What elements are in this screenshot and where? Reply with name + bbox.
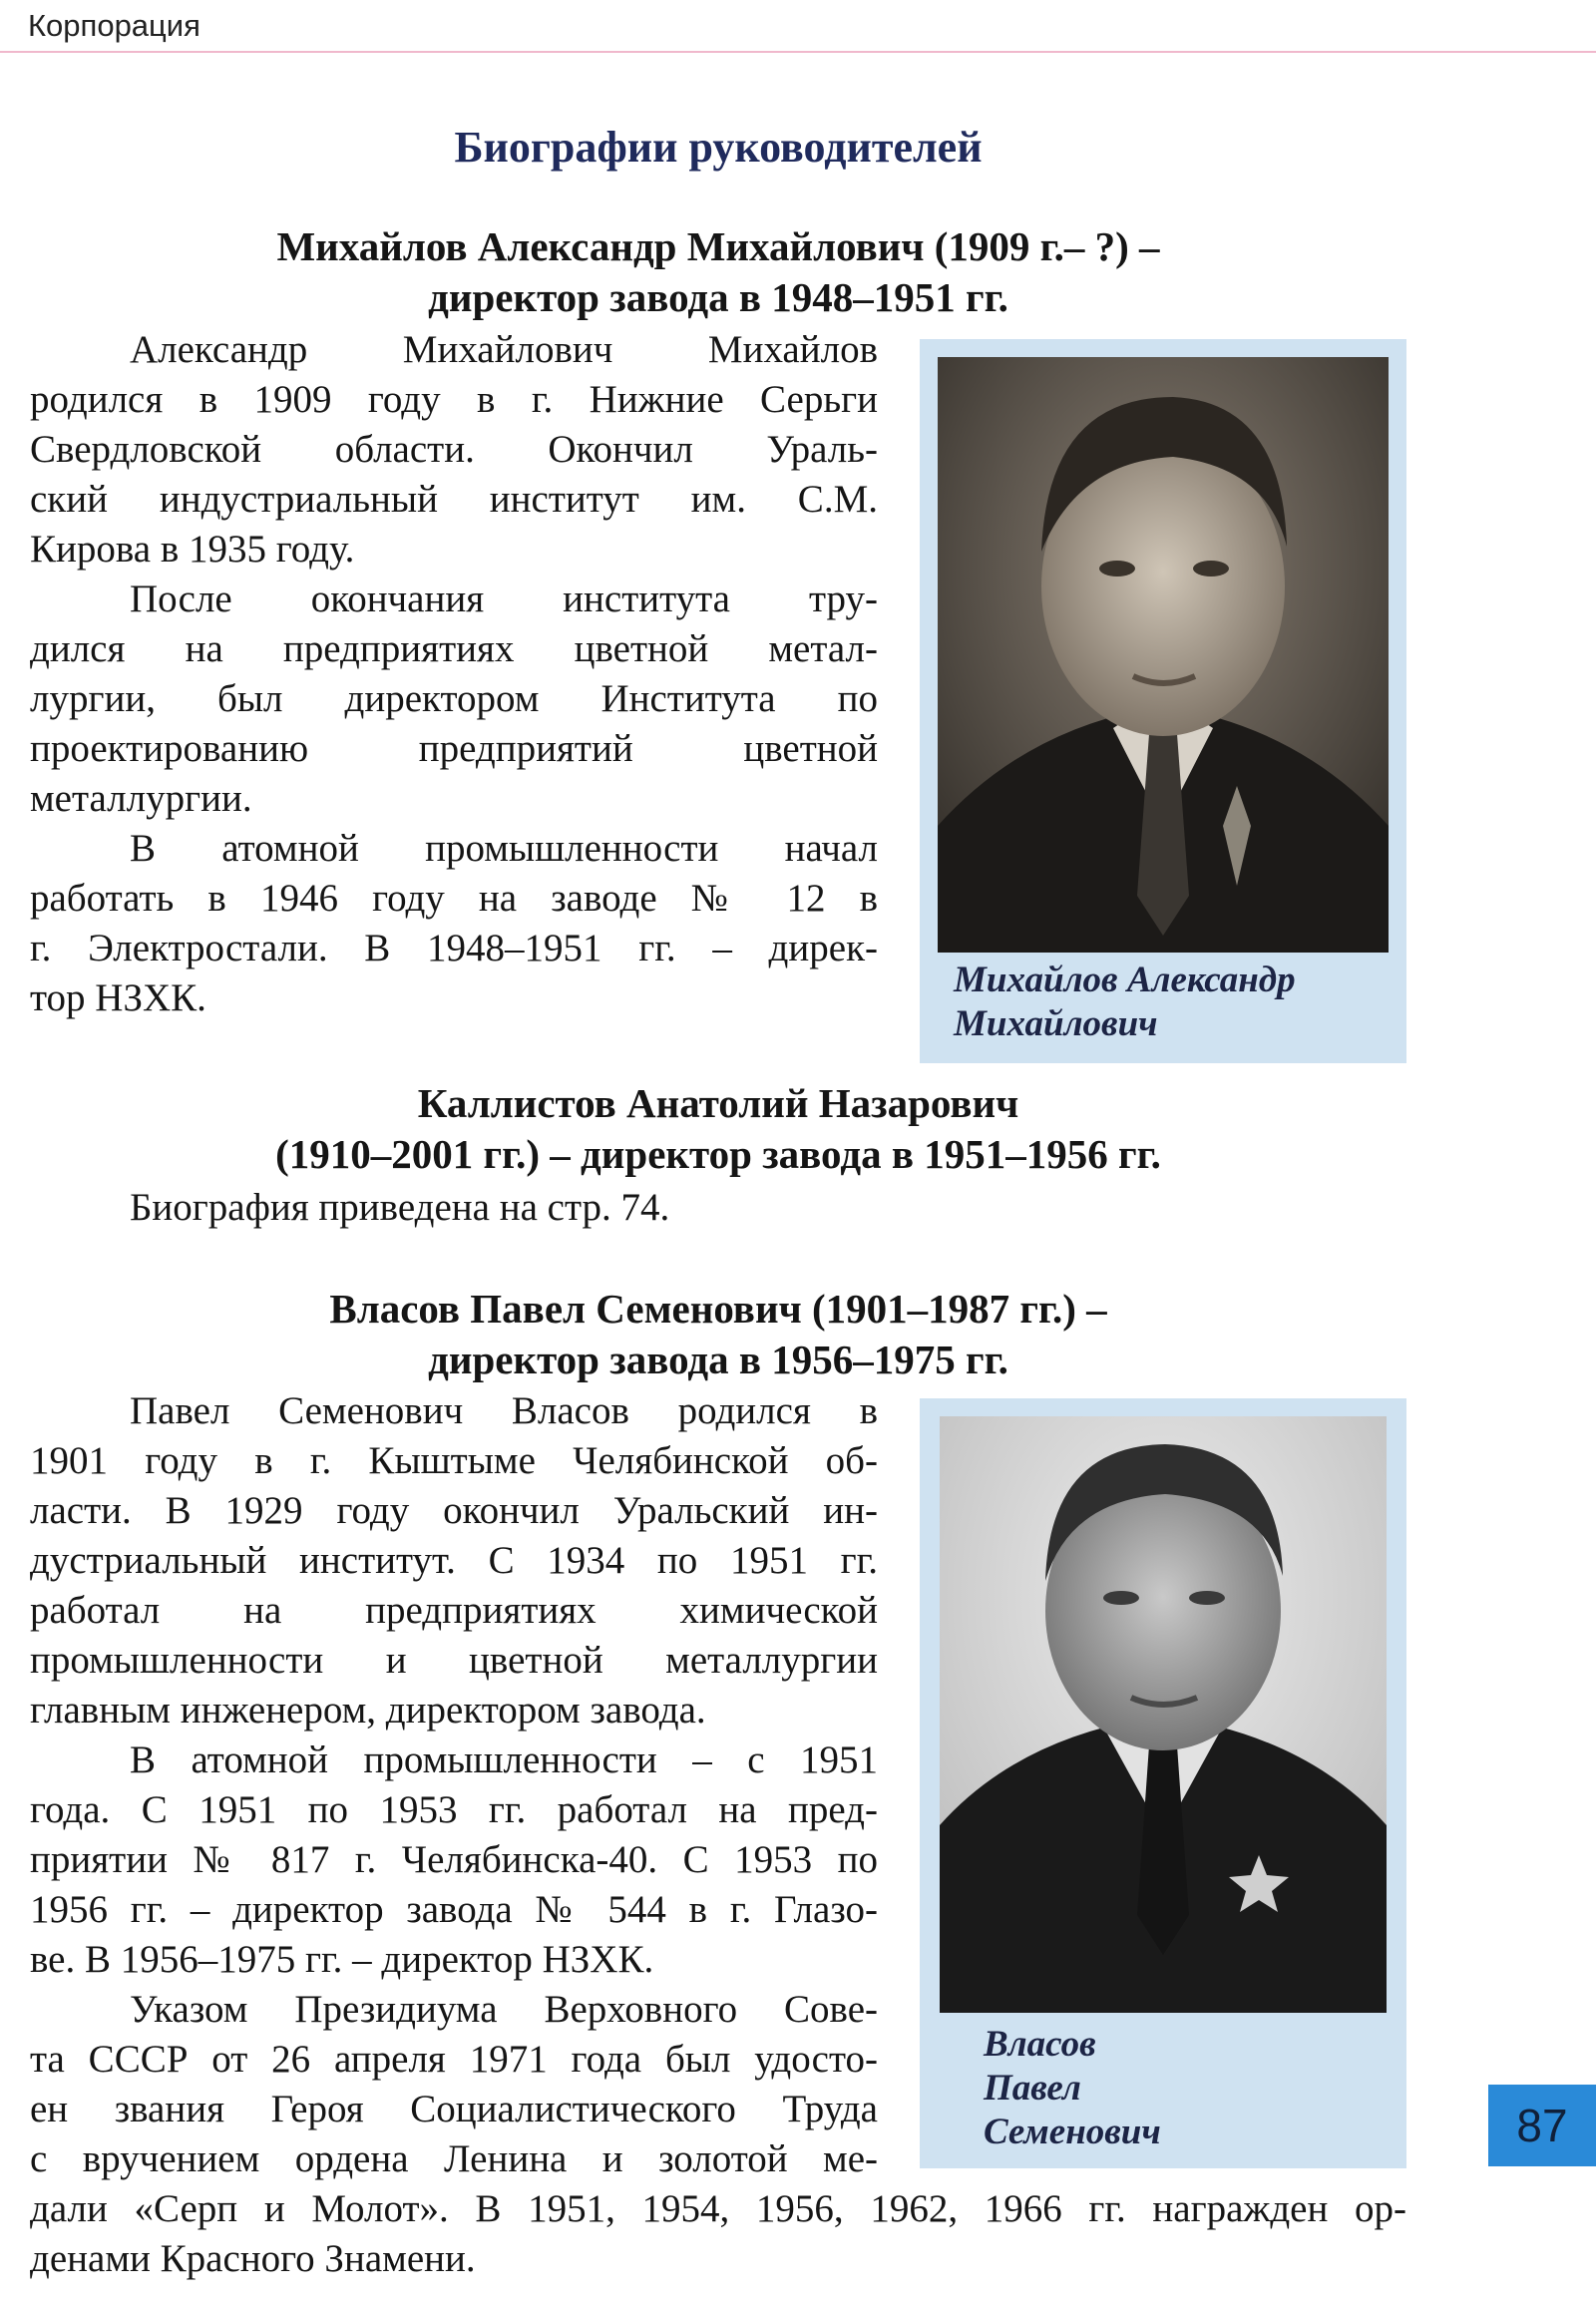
header-rule <box>0 51 1596 53</box>
paragraph: В атомной промышленности начал работать в 1946 году на заводе № 12 в г. Электростали. В 1948–1951 гг. – дирек- тор НЗХК. <box>30 827 878 1019</box>
running-header: Корпорация <box>28 8 200 43</box>
paragraph: После окончания института тру- дился на предприятиях цветной метал- лургии, был директором Института по проектированию предприятий цветной металлургии. <box>30 578 878 820</box>
portrait-photo <box>940 1416 1387 2013</box>
photo-caption: Михайлов Александр Михайлович <box>954 960 1296 1044</box>
bio-heading-vlasov: Власов Павел Семенович (1901–1987 гг.) – директор завода в 1956–1975 гг. <box>329 1286 1107 1382</box>
portrait-mikhailov-image <box>938 357 1389 953</box>
paragraph-continuation: дали «Серп и Молот». В 1951, 1954, 1956, 1962, 1966 гг. награжден ор- денами Красного Знамени. <box>30 2187 1406 2280</box>
photo-card-mikhailov <box>920 339 1406 1063</box>
photo-caption: Власов Павел Семенович <box>984 2024 1161 2152</box>
paragraph: Павел Семенович Власов родился в 1901 году в г. Кыштыме Челябинской об- ласти. В 1929 году окончил Уральский ин- дустриальный институт. С 1934 по 1951 гг. работал на предприятиях химической промышленности и цветной металлургии главным инженером, директором завода. <box>30 1389 878 1732</box>
page-number-badge: 87 <box>1488 2085 1596 2166</box>
paragraph: Биография приведена на стр. 74. <box>130 1186 670 1229</box>
bio-heading-kallistov: Каллистов Анатолий Назарович (1910–2001 гг.) – директор завода в 1951–1956 гг. <box>275 1080 1161 1177</box>
photo-card-vlasov <box>920 1398 1406 2168</box>
portrait-vlasov-image <box>940 1416 1387 2013</box>
paragraph: В атомной промышленности – с 1951 года. С 1951 по 1953 гг. работал на пред- приятии № 817 г. Челябинска-40. С 1953 по 1956 гг. – директор завода № 544 в г. Глазо- ве. В 1956–1975 гг. – директор НЗХК. <box>30 1738 878 1981</box>
paragraph: Александр Михайлович Михайлов родился в 1909 году в г. Нижние Серьги Свердловской области. Окончил Ураль- ский индустриальный институт им. С.М. Кирова в 1935 году. <box>30 328 878 571</box>
paragraph: Указом Президиума Верховного Сове- та СССР от 26 апреля 1971 года был удосто- ен звания Героя Социалистического Труда с вручением ордена Ленина и золотой ме- <box>30 1988 878 2180</box>
portrait-photo <box>938 357 1389 953</box>
page-title: Биографии руководителей <box>454 123 983 172</box>
bio-heading-mikhailov: Михайлов Александр Михайлович (1909 г.– ?) – директор завода в 1948–1951 гг. <box>276 223 1160 320</box>
